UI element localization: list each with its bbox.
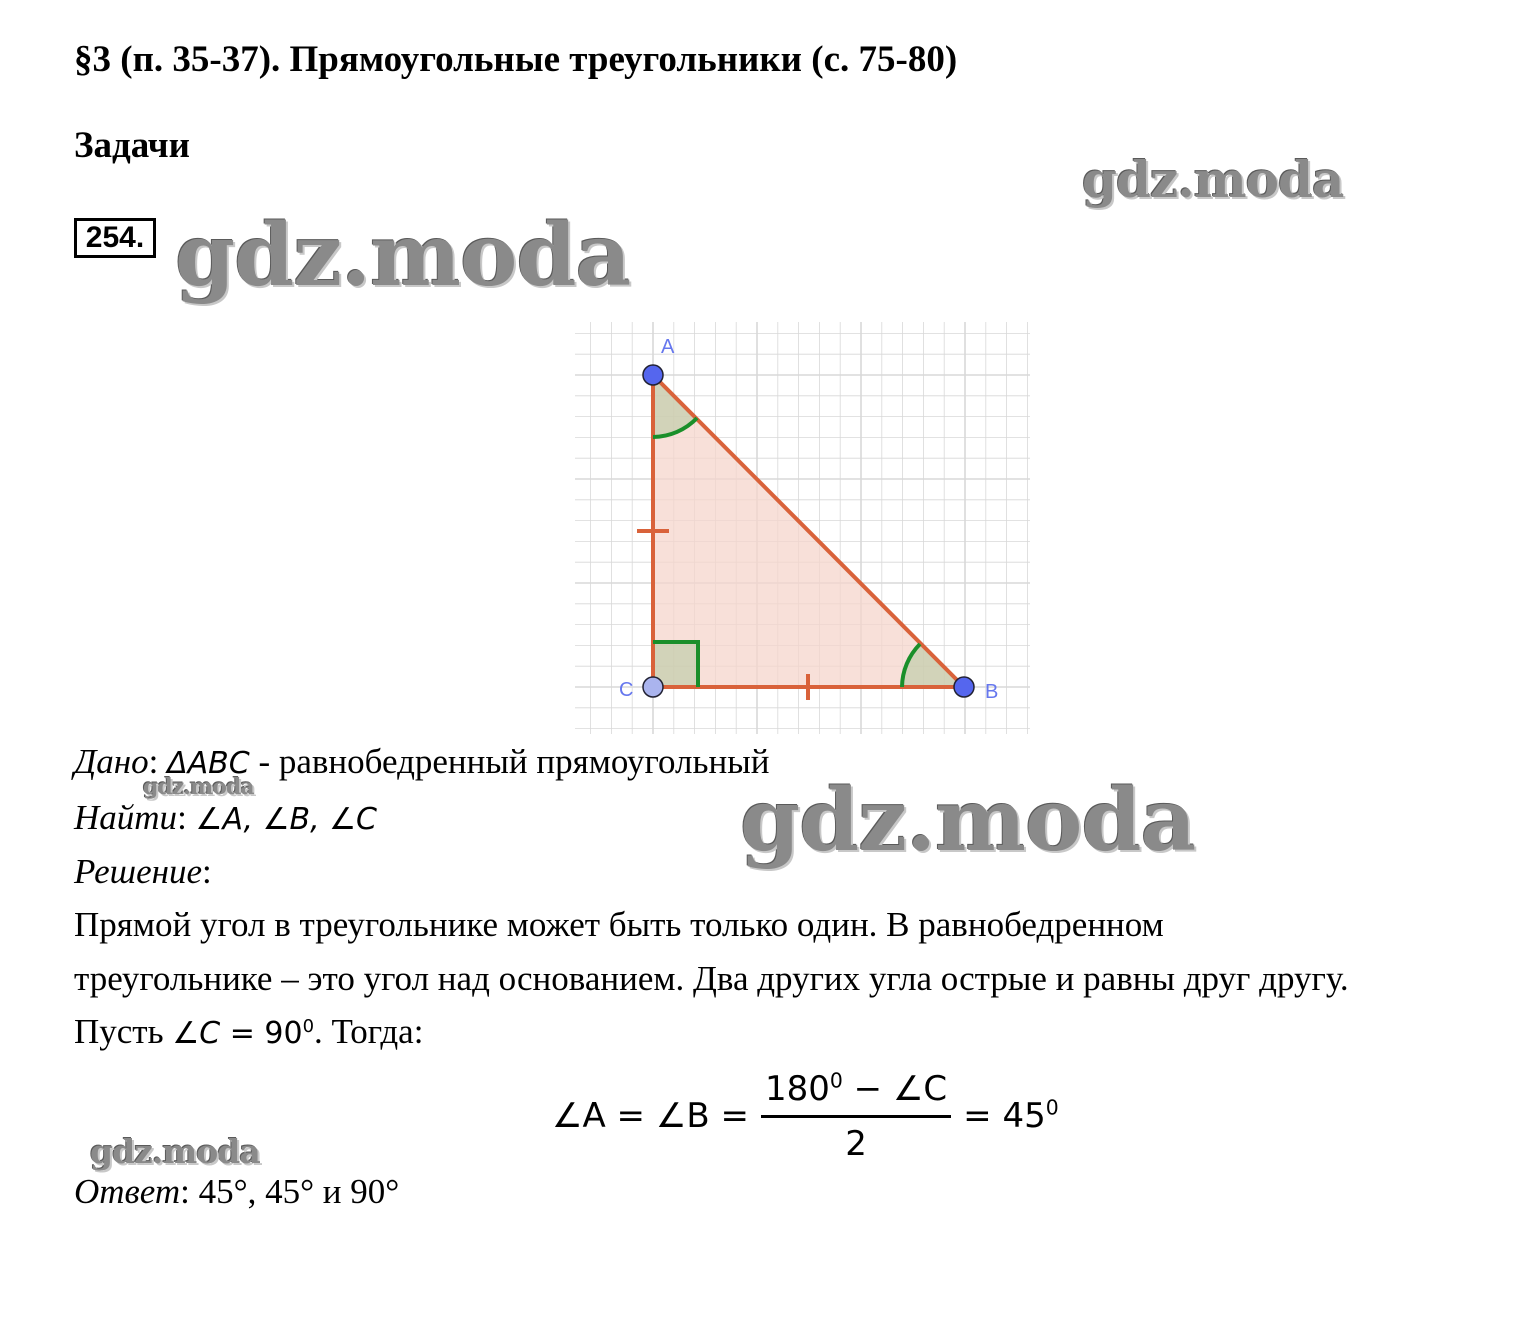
- watermark: gdz.moda: [175, 205, 631, 306]
- solution-label: Решение: [74, 852, 203, 891]
- fraction-numerator: $180^0$ − ∠C: [764, 1068, 948, 1109]
- watermark: gdz.moda: [143, 774, 254, 800]
- label-b: B: [985, 681, 999, 703]
- answer-text: : 45°, 45° и 90°: [180, 1172, 400, 1211]
- given-label: Дано: [74, 742, 149, 781]
- fraction-denominator: 2: [845, 1123, 867, 1164]
- given-line: Дано: ΔABC - равнобедренный прямоугольный: [74, 742, 770, 781]
- answer-label: Ответ: [74, 1172, 181, 1211]
- triangle-figure: [575, 322, 1030, 734]
- let-after: . Тогда:: [314, 1012, 424, 1051]
- task-number: 254.: [74, 218, 156, 258]
- solution-line: Решение:: [74, 852, 212, 891]
- formula-left: ∠A = ∠B =: [552, 1096, 749, 1136]
- page-title: §3 (п. 35-37). Прямоугольные треугольники (с. 75-80): [74, 39, 958, 80]
- point-a: [643, 365, 663, 385]
- given-text: - равнобедренный прямоугольный: [249, 742, 770, 781]
- watermark: gdz.moda: [1082, 150, 1344, 209]
- given-math: ΔABC: [167, 746, 250, 781]
- paragraph-2: треугольнике – это угол над основанием. Два других угла острые и равны друг другу.: [74, 959, 1349, 998]
- let-sup: 0: [302, 1016, 315, 1037]
- label-a: A: [661, 336, 675, 358]
- find-math: ∠A, ∠B, ∠C: [195, 802, 377, 837]
- point-b: [954, 677, 974, 697]
- let-eq: = 90: [220, 1016, 303, 1051]
- let-text: Пусть: [74, 1012, 173, 1051]
- label-c: C: [619, 679, 634, 701]
- paragraph-1: Прямой угол в треугольнике может быть только один. В равнобедренном: [74, 905, 1164, 944]
- formula: [552, 1066, 1059, 1166]
- section-heading: Задачи: [74, 125, 190, 166]
- let-line: [74, 1012, 423, 1052]
- watermark: gdz.moda: [90, 1132, 260, 1171]
- let-math: ∠C: [172, 1016, 221, 1051]
- watermark: gdz.moda: [740, 770, 1196, 871]
- find-label: Найти: [74, 798, 178, 837]
- point-c: [643, 677, 663, 697]
- fraction: [761, 1069, 951, 1164]
- formula-right: = $45^0$: [963, 1095, 1059, 1136]
- find-line: Найти: ∠A, ∠B, ∠C: [74, 798, 377, 837]
- answer-line: [74, 1172, 399, 1212]
